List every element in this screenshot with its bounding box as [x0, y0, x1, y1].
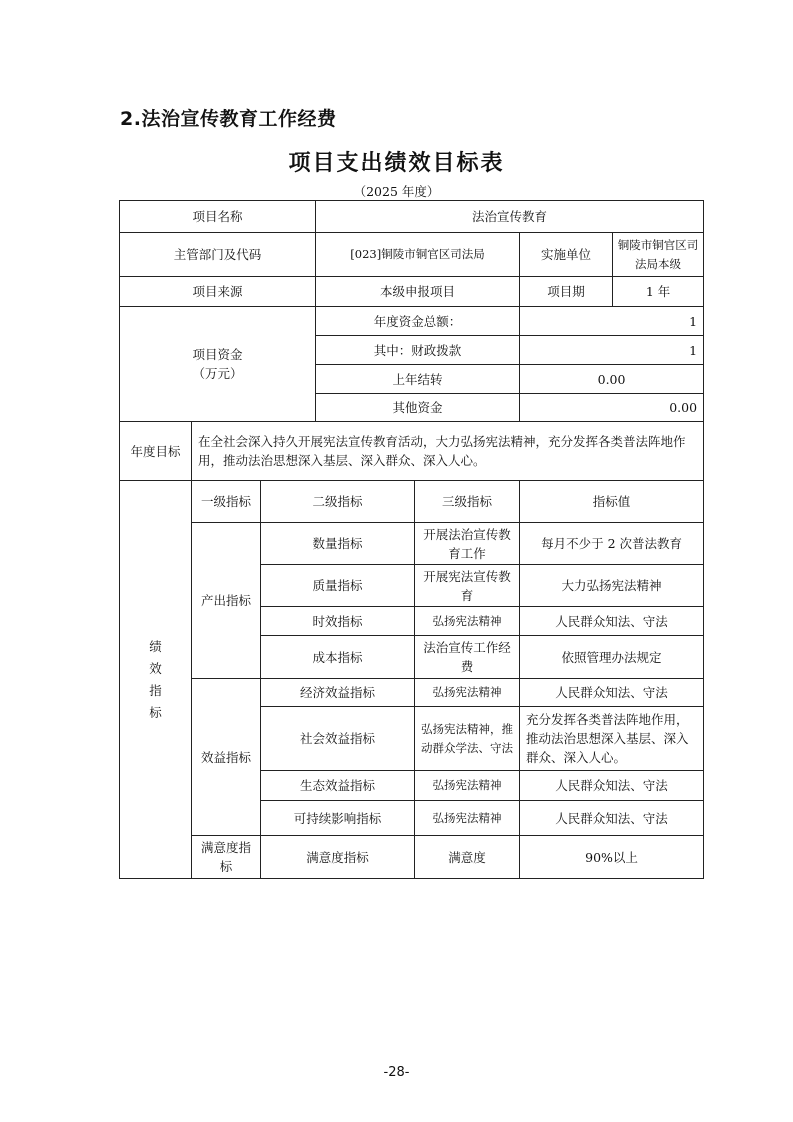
source-label: 项目来源: [120, 277, 316, 307]
header-level1: 一级指标: [192, 481, 261, 523]
funds-row-value: 1: [520, 336, 704, 365]
level3-cell: 法治宣传工作经费: [415, 636, 520, 679]
level2-cell: 社会效益指标: [261, 707, 415, 771]
value-cell: 人民群众知法、守法: [520, 679, 704, 707]
value-cell: 每月不少于 2 次普法教育: [520, 523, 704, 565]
funds-unit: （万元）: [192, 366, 243, 381]
value-cell: 充分发挥各类普法阵地作用，推动法治思想深入基层、深入群众、深入人心。: [520, 707, 704, 771]
performance-indicator-label: [120, 481, 192, 879]
page-number: -28-: [383, 1065, 410, 1080]
annual-goal-label: 年度目标: [120, 422, 192, 481]
period-label: 项目期: [520, 277, 613, 307]
level2-cell: 可持续影响指标: [261, 801, 415, 836]
level3-cell: 弘扬宪法精神: [415, 679, 520, 707]
year-label: （2025 年度）: [353, 184, 440, 199]
annual-goal-text: 在全社会深入持久开展宪法宣传教育活动，大力弘扬宪法精神，充分发挥各类普法阵地作用，推动法治思想深入基层、深入群众、深入人心。: [192, 422, 704, 481]
perf-label-char: 效: [149, 660, 162, 676]
funds-row-value: 0.00: [520, 365, 704, 394]
source-value: 本级申报项目: [316, 277, 520, 307]
value-cell: 人民群众知法、守法: [520, 607, 704, 636]
performance-table: [119, 200, 704, 879]
level2-cell: 质量指标: [261, 565, 415, 607]
impl-unit-value: 铜陵市铜官区司法局本级: [613, 233, 704, 277]
level3-cell: 弘扬宪法精神: [415, 607, 520, 636]
funds-row-value: 1: [520, 307, 704, 336]
level3-cell: 弘扬宪法精神: [415, 771, 520, 801]
level3-cell: 弘扬宪法精神: [415, 801, 520, 836]
funds-label-cell: [120, 307, 316, 422]
level3-cell: 开展宪法宣传教育: [415, 565, 520, 607]
value-cell: 大力弘扬宪法精神: [520, 565, 704, 607]
header-level3: 三级指标: [415, 481, 520, 523]
level3-cell: 满意度: [415, 836, 520, 879]
impl-unit-label: 实施单位: [520, 233, 613, 277]
level2-cell: 满意度指标: [261, 836, 415, 879]
funds-row-label: 其他资金: [316, 394, 520, 422]
level1-satisfaction: 满意度指标: [192, 836, 261, 879]
page-title: 项目支出绩效目标表: [288, 151, 505, 176]
dept-value: [023]铜陵市铜官区司法局: [316, 233, 520, 277]
value-cell: 依照管理办法规定: [520, 636, 704, 679]
level2-cell: 数量指标: [261, 523, 415, 565]
funds-row-value: 0.00: [520, 394, 704, 422]
period-value: 1 年: [613, 277, 704, 307]
perf-label-char: 绩: [149, 638, 162, 654]
value-cell: 90%以上: [520, 836, 704, 879]
funds-row-label: 其中：财政拨款: [316, 336, 520, 365]
level3-cell: 弘扬宪法精神，推动群众学法、守法: [415, 707, 520, 771]
level1-output: 产出指标: [192, 523, 261, 679]
level2-cell: 成本指标: [261, 636, 415, 679]
project-name-label: 项目名称: [120, 201, 316, 233]
dept-label: 主管部门及代码: [120, 233, 316, 277]
funds-row-label: 年度资金总额：: [316, 307, 520, 336]
level1-benefit: 效益指标: [192, 679, 261, 836]
value-cell: 人民群众知法、守法: [520, 771, 704, 801]
level2-cell: 生态效益指标: [261, 771, 415, 801]
level2-cell: 时效指标: [261, 607, 415, 636]
level2-cell: 经济效益指标: [261, 679, 415, 707]
funds-row-label: 上年结转: [316, 365, 520, 394]
project-name-value: 法治宣传教育: [316, 201, 704, 233]
value-cell: 人民群众知法、守法: [520, 801, 704, 836]
perf-label-char: 标: [149, 704, 162, 720]
level3-cell: 开展法治宣传教育工作: [415, 523, 520, 565]
section-heading: 2.法治宣传教育工作经费: [120, 108, 337, 130]
funds-label: 项目资金: [192, 347, 243, 362]
header-value: 指标值: [520, 481, 704, 523]
header-level2: 二级指标: [261, 481, 415, 523]
perf-label-char: 指: [149, 682, 162, 698]
